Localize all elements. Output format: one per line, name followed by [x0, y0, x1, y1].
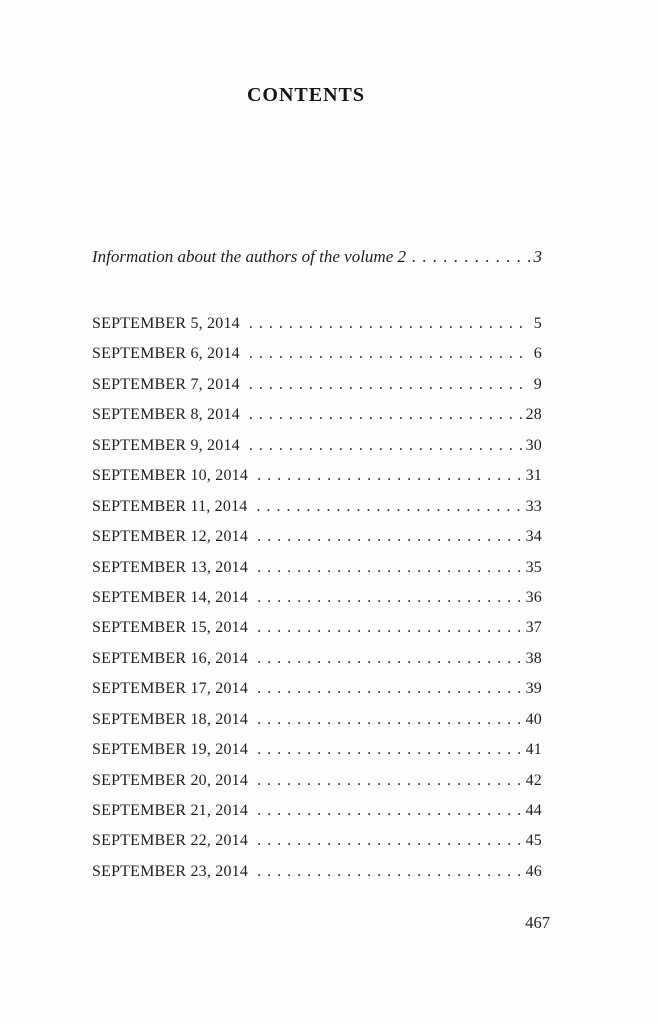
- dot-leader: [248, 619, 522, 637]
- toc-entry-label: SEPTEMBER 19, 2014: [92, 741, 249, 759]
- toc-entry-label: SEPTEMBER 13, 2014: [92, 558, 249, 576]
- toc-entry-label: SEPTEMBER 9, 2014: [92, 436, 240, 454]
- toc-entry-page: 34: [525, 528, 542, 546]
- toc-entry-page: 42: [525, 771, 542, 789]
- toc-entry-label: SEPTEMBER 6, 2014: [92, 345, 240, 363]
- dot-leader: [248, 802, 522, 820]
- toc-entry-page: 37: [525, 619, 542, 637]
- toc-entry-page: 6: [533, 345, 542, 363]
- toc-entry-label: SEPTEMBER 10, 2014: [92, 467, 249, 485]
- toc-entry: [92, 711, 542, 741]
- toc-entry-label: SEPTEMBER 23, 2014: [92, 862, 249, 880]
- toc-entry-page: 44: [525, 802, 542, 819]
- folio-page-number: 467: [525, 913, 550, 932]
- toc-entry: [92, 680, 542, 710]
- dot-leader: [406, 247, 529, 267]
- toc-entry: [92, 741, 542, 771]
- dot-leader: [248, 589, 522, 607]
- toc-entry: [92, 832, 542, 862]
- toc-entry-page: 28: [525, 406, 542, 424]
- toc-entry-label: SEPTEMBER 7, 2014: [92, 375, 240, 393]
- toc-entry-page: 45: [525, 832, 542, 850]
- dot-leader: [248, 559, 522, 577]
- toc-entry-page: 5: [533, 315, 542, 332]
- toc-entry-label: SEPTEMBER 20, 2014: [92, 771, 249, 789]
- toc-entry-page: 46: [525, 862, 542, 880]
- dot-leader: [248, 741, 522, 759]
- toc-entry: [92, 406, 542, 436]
- toc-entry-label: SEPTEMBER 14, 2014: [92, 588, 249, 606]
- dot-leader: [248, 711, 522, 729]
- toc-entry: [92, 650, 542, 680]
- toc-entry-label: SEPTEMBER 18, 2014: [92, 710, 249, 728]
- toc-entry: [92, 467, 542, 497]
- dot-leader: [248, 528, 522, 546]
- toc-entry: [92, 376, 542, 406]
- dot-leader: [248, 863, 522, 881]
- toc-front-item-label: Information about the authors of the volume 2: [92, 247, 407, 266]
- dot-leader: [247, 498, 521, 516]
- dot-leader: [240, 345, 530, 363]
- toc-front-item: [92, 247, 542, 267]
- toc-entry-page: 38: [525, 649, 542, 667]
- toc-entry: [92, 772, 542, 802]
- toc-list: [92, 315, 542, 893]
- dot-leader: [248, 467, 522, 485]
- toc-entry-label: SEPTEMBER 17, 2014: [92, 680, 249, 698]
- toc-entry: [92, 589, 542, 619]
- toc-entry-page: 39: [525, 680, 542, 698]
- dot-leader: [248, 650, 522, 668]
- dot-leader: [248, 772, 522, 790]
- toc-entry: [92, 437, 542, 467]
- toc-entry-page: 33: [525, 497, 542, 515]
- dot-leader: [240, 437, 522, 455]
- toc-entry-page: 30: [525, 436, 542, 454]
- toc-entry: [92, 528, 542, 558]
- toc-entry-label: SEPTEMBER 21, 2014: [92, 802, 249, 819]
- toc-entry-page: 36: [525, 588, 542, 606]
- dot-leader: [240, 315, 530, 333]
- toc-entry: [92, 559, 542, 589]
- toc-entry-label: SEPTEMBER 16, 2014: [92, 649, 249, 667]
- dot-leader: [248, 680, 522, 698]
- toc-entry: [92, 345, 542, 375]
- toc-entry-label: SEPTEMBER 15, 2014: [92, 619, 249, 637]
- toc-entry: [92, 802, 542, 832]
- toc-entry-page: 40: [525, 710, 542, 728]
- toc-entry-page: 41: [525, 741, 542, 759]
- toc-entry-label: SEPTEMBER 8, 2014: [92, 406, 240, 424]
- toc-entry-label: SEPTEMBER 11, 2014: [92, 497, 248, 515]
- toc-entry: [92, 619, 542, 649]
- toc-entry-label: SEPTEMBER 12, 2014: [92, 528, 249, 546]
- dot-leader: [240, 376, 530, 394]
- dot-leader: [248, 832, 522, 850]
- toc-entry: [92, 498, 542, 528]
- toc-entry: [92, 315, 542, 345]
- toc-front-item-page: 3: [533, 247, 542, 266]
- toc-entry-page: 9: [533, 375, 542, 393]
- toc-entry: [92, 863, 542, 893]
- page-title: CONTENTS: [246, 84, 366, 106]
- toc-entry-page: 35: [525, 558, 542, 576]
- toc-entry-page: 31: [525, 467, 542, 485]
- toc-entry-label: SEPTEMBER 22, 2014: [92, 832, 249, 850]
- dot-leader: [240, 406, 522, 424]
- toc-entry-label: SEPTEMBER 5, 2014: [92, 315, 240, 332]
